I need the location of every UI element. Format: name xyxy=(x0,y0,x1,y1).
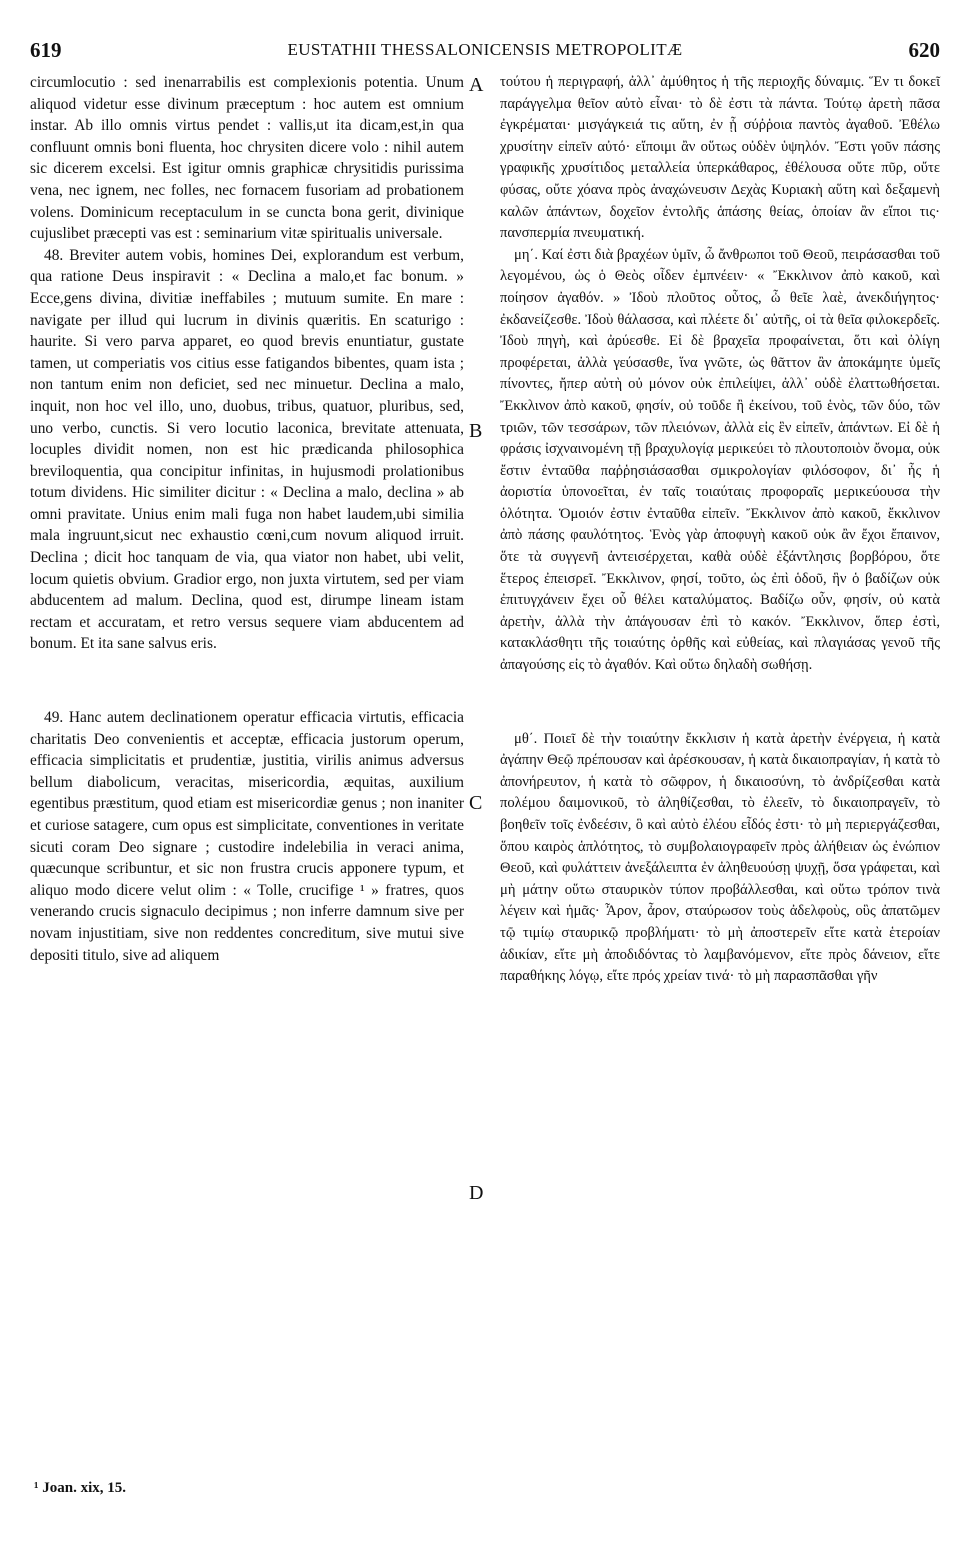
margin-marker-a: A xyxy=(469,74,484,96)
margin-marker-b: B xyxy=(469,420,483,442)
margin-marker-c: C xyxy=(469,792,483,814)
greek-paragraph-48: μη΄. Καί ἐστι διὰ βραχέων ὑμῖν, ὦ ἄνθρωποι τοῦ Θεοῦ, πειράσασθαι τοῦ λεγομένου, ὡς ὁ Θεὸς οἶδεν ἐμπνέειν· « Ἔκκλινον ἀπὸ κακοῦ, καὶ ποίησον ἀγαθόν. » Ἰδοὺ πλοῦτος οὗτος, ὦ θεῖε λαὲ, ἀνεκδιήγητος· ἐκδανείζεσθε. Ἰδοὺ θάλασσα, καὶ πλέετε δι᾽ αὐτῆς, οἱ τὰ θεῖα φιλοκερδεῖς. Ἰδοὺ πηγὴ, καὶ ἀρύεσθε. Εἰ δὲ βραχεῖα προφαίνεται, ὅτι καὶ ὀλίγη προφέρεται, ἀλλὰ γεύσασθε, ἵνα γνῶτε, ὡς θᾶττον ἂν ἀποκάμητε ὑμεῖς πίνοντες, ἤπερ αὐτὴ οὐ μόνον οὐκ ἐπιλείψει, ἀλλ᾽ οὐδὲ ἐλαττωθήσεται. Ἔκκλινον ἀπὸ κακοῦ, φησίν, οὐ τοῦδε ἢ ἐκείνου, τοῦ ἑνὸς, τῶν δύο, τῶν τριῶν, τῶν τεσσάρων, τῶν πλειόνων, ἀλλὰ εἰς ἓν εἰπεῖν, ἁπάντων. Εἰ δὲ ἡ φράσις ἰσχναινομένη τῇ βραχυλογίᾳ μερικεύει τὸ πλουτοποιὸν ὄνομα, οὐκ ἔστιν ἐνταῦθα παῤῥησιάσασθαι σμικρολογίαν φιλόσοφον, δι᾽ ἧς ἡ ἀοριστία ὑπονοεῖται, ἐν ταῖς τοιαύταις προφοραῖς μερικεύουσα τὴν ὁλότητα. Ὁμοιόν ἐστιν ἐνταῦθα εἰπεῖν. Ἔκκλινον ἀπὸ κακοῦ, ἔκκλινον ἀπὸ πάσης φαυλότητος. Ἑνὸς γὰρ ἀποφυγὴ κακοῦ οὐκ ἂν ἔχοι ἔπαινον, ὅτε τὰ συγγενῆ ἀντεισέρχεται, καθὰ οὐδὲ ἐξάντλησις βορβόρου, ὅτε ἕτερος ἐπεισρεῖ. Ἔκκλινον, φησί, τοῦτο, ὡς ἐπὶ ὁδοῦ, ἣν ὁ βαδίζων οὐκ ἐπιτυγχάνειν ἔχει οὗ θέλει καταλύματος. Βαδίζω οὖν, φησίν, οὐ κατὰ ἀρετὴν, ἀλλὰ τὴν ἀπάγουσαν ἐπὶ τὸ κακόν. Ἔκκλινον, ὅπερ ἐστὶ, κατακλάσθητι τῆς τοιαύτης ὀρθῆς καὶ εὐθείας, καὶ πλαγιάσας γενοῦ τῆς ἀπαγούσης εἰς τὸ ἀγαθόν. Καὶ οὕτω δηλαδὴ σωθήσῃ. xyxy=(500,246,940,674)
left-page-number: 619 xyxy=(30,38,62,62)
latin-paragraph-1: circumlocutio : sed inenarrabilis est complexionis potentia. Unum aliquod videtur esse divinum præceptum : hoc autem est omnium instar. Ab illo omnis virtus pendet : vallis,ut ita dicam,est,in qua confluunt omnis boni fluenta, hoc chrysiten dicere volo : nihil autem sic dicerem excelsi. Est igitur omnis graphicæ chrysitidis purissima vena, nec ignem, nec folles, nec fornacem fusoriam ad probationem volens. Dominicum receptaculum in se cuncta bona gerit, divinique cujuslibet præcepti vas est : seminarium vitæ spiritualis universale. xyxy=(30,74,464,243)
latin-paragraph-48: 48. Breviter autem vobis, homines Dei, explorandum est verbum, qua ratione Deus inspiravit : « Declina a malo,et fac bonum. » Ecce,gens divina, divitiæ ineffabiles ; mutuum sumite. En mare : navigate per illud qui lucrum in divinis quæritis. En scaturigo : haurite. Si vero parva apparet, eo quod brevis enuntiatur, gustate tamen, ut comperiatis vos citius esse fatigandos bibentes, quam ista ; non tantum enim non deficiet, sed nec minuetur. Declina a malo, inquit, non hoc vel illo, uno, duobus, tribus, quatuor, pluribus, sed, uno verbo, cunctis. Si vero locutio laconica, brevitate attenuata, locuples dividit nomen, non est hic prædicanda philosophica breviloquentia, qua concipitur infinitas, in hujusmodi prolationibus totum dividens. Hic similiter dicitur : « Declina a malo, declina » ab omni pravitate. Unius enim mali fuga non habet laudem,ubi similia mala ingruunt,sicut nec exhaustio cœni,cum novum aliquod irruit. Declina ; dicit hoc tanquam de via, qua viator non habet, ubi velit, locum quietis obvium. Gradior ergo, non juxta virtutem, sed per viam abducentem ad malum. Declina, quod est, dirumpe lineam istam rectam et accuratam, et retro versus sequere viam abducentem ad bonum. Et ita sane salvus eris. xyxy=(30,246,464,653)
footnote: ¹ Joan. xix, 15. xyxy=(34,1480,127,1496)
greek-paragraph-49: μθ΄. Ποιεῖ δὲ τὴν τοιαύτην ἔκκλισιν ἡ κατὰ ἀρετὴν ἐνέργεια, ἡ κατὰ ἀγάπην Θεῷ πρέπουσαν καὶ ἀρέσκουσαν, ἡ κατὰ δικαιοπραγίαν, ἡ κατὰ τὸ ἀπονήρευτον, ἡ κατὰ τὸ σῶφρον, ἡ δικαιοσύνη, τὸ ἀνδρίζεσθαι κατὰ πολέμου δαιμονικοῦ, τὸ ἀληθίζεσθαι, τὸ ἐλεεῖν, τὸ δικαιοπραγεῖν, τὸ βοηθεῖν τοῖς ἐνδεέσιν, ὃ καὶ αὐτὸ ἐλέου εἶδός ἐστι· τὸ μὴ περιεργάζεσθαι, ὅπου καιρὸς ἁπλότητος, τὸ συμβολαιογραφεῖν πρὸς ἀλήθειαν ὡς ἐνώπιον Θεοῦ, καὶ φυλάττειν ἀνεξάλειπτα ἐν ἀληθευούσῃ ψυχῇ, ὅσα γράφεται, καὶ μὴ μάτην οὕτω σταυρικὸν τύπον προβάλλεσθαι, καὶ οὕτω τρόπον τινὰ λέγειν καὶ ἡμᾶς· Ἆρον, ἆρον, σταύρωσον τοὺς ἀδελφοὺς, οὓς ἀπατῶμεν τῷ τιμίῳ σταυρικῷ προβλήματι· τὸ μὴ ἀποστερεῖν εἴτε κατὰ ἑτεροίαν ἀδικίαν, εἴτε μὴ ἀποδιδόντας τὸ λαμβανόμενον, εἴτε πρὸς δάνειον, εἴτε παραθήκης λόγῳ, εἴτε πρός χρείαν τινά· τὸ μὴ παρασπᾶσθαι γῆν xyxy=(500,730,940,985)
latin-paragraph-49: 49. Hanc autem declinationem operatur efficacia virtutis, efficacia charitatis Deo convenientis et acceptæ, efficacia justorum operum, efficacia simplicitatis et prudentiæ, justitia, virilis animus adversus bellum diabolicum, veracitas, misericordia, æquitas, auxilium egentibus præstitum, quod etiam est misericordiæ genus ; non inaniter et curiose satagere, cum opus est simplicitate, conventiones in veritate sicuti coram Deo signare ; custodire indelebilia in veraci anima, quæcunque scribuntur, et sic non frustra crucis apponere typum, et aliquo modo dicere velut olim : « Tolle, crucifige ¹ » fratres, quos venerando crucis signaculo decipimus ; non inferre damnum sive per novam injustitiam, sive non reddentes concreditum, sive mutui sive depositi titulo, sive ad aliquem xyxy=(30,709,464,964)
greek-paragraph-1: τούτου ἡ περιγραφή, ἀλλ᾽ ἀμύθητος ἡ τῆς περιοχῆς δύναμις. Ἕν τι δοκεῖ παράγγελμα θεῖον αὐτὸ εἶναι· τὸ δὲ ἐστι τὰ πάντα. Τούτῳ ἀρετὴ πᾶσα ἐγκρέμαται· μισγάγκειά τις αὕτη, ἐν ᾗ σύῤῥοια παντὸς ἀγαθοῦ. Ἐθέλω χρυσίτην εἰπεῖν αὐτό· εἴποιμι ἂν οὕτως οὐδὲν ὑψηλόν. Ἔστι γοῦν πάσης γραφικῆς χρυσίτιδος μεταλλεία ὑπερκάθαρος, ἐθέλουσα οὔτε πῦρ, οὔτε φύσας, οὔτε χόανα πρὸς ἀναχώνευσιν Δεχὰς Κυριακὴ αὕτη καὶ δεξαμενὴ καλῶν ἁπάντων, δοχεῖον ἐντολῆς ἁπάσης θείας, ὁποίαν ἂν εἴποι τις· πανσπερμία πνευματική. xyxy=(500,74,940,242)
page-header xyxy=(30,38,940,64)
column-gap xyxy=(500,677,940,729)
latin-column xyxy=(30,72,464,966)
margin-marker-d: D xyxy=(469,1182,484,1204)
greek-column xyxy=(500,72,940,988)
right-page-number: 620 xyxy=(908,38,940,62)
running-title: EUSTATHII THESSALONICENSIS METROPOLITÆ xyxy=(287,40,683,59)
column-gap xyxy=(30,655,464,707)
